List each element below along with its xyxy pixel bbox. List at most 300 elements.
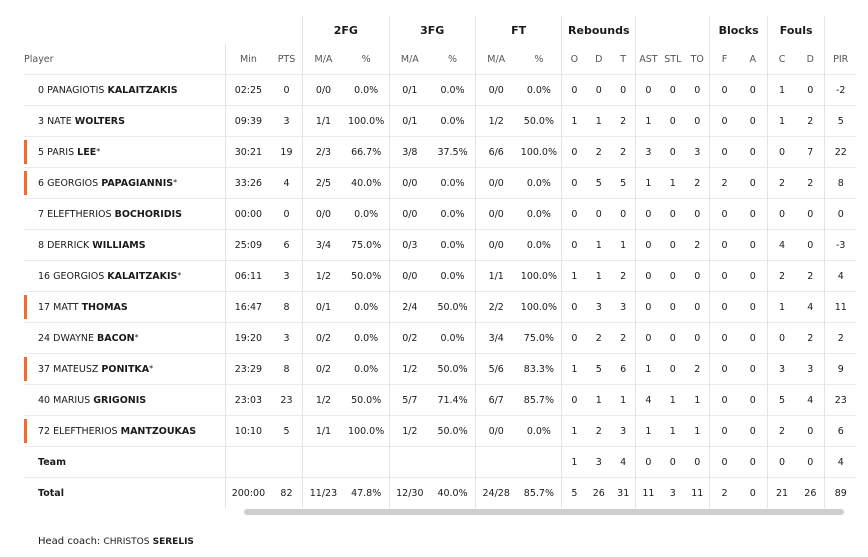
player-row: [24, 261, 856, 292]
col-foul-c[interactable]: C: [778, 53, 786, 65]
player-row: [24, 168, 856, 199]
player-last-name: BOCHORIDIS: [114, 208, 183, 220]
cell-ft-ma: 1/2: [475, 106, 516, 137]
cell-2fg-pct: 0.0%: [344, 75, 389, 106]
player-first-name: PANAGIOTIS: [47, 84, 105, 96]
cell-foul-c: 1: [767, 292, 796, 323]
cell-foul-d: 4: [796, 385, 825, 416]
player-number: 0: [38, 84, 45, 96]
cell-min: 09:39: [226, 106, 271, 137]
cell-ft-pct: [517, 447, 562, 478]
cell-to: 0: [685, 447, 710, 478]
cell-stl: 0: [660, 447, 685, 478]
group-2fg: 2FG: [303, 16, 389, 44]
cell-foul-c: 3: [767, 354, 796, 385]
player-number: 5: [38, 146, 45, 158]
col-foul-d[interactable]: D: [796, 44, 825, 75]
cell-pir: 9: [825, 354, 856, 385]
player-number: 8: [38, 239, 45, 251]
col-blk-a[interactable]: A: [739, 44, 768, 75]
cell-3fg-pct: 0.0%: [430, 75, 475, 106]
col-min[interactable]: Min: [239, 53, 257, 65]
cell-3fg-ma: 3/8: [389, 137, 430, 168]
player-link[interactable]: [47, 209, 182, 220]
player-name-cell: [24, 75, 226, 106]
cell-to: 0: [685, 261, 710, 292]
cell-ft-pct: 50.0%: [517, 106, 562, 137]
player-name-cell: [24, 323, 226, 354]
cell-blk-a: 0: [739, 416, 768, 447]
player-link[interactable]: [47, 240, 146, 251]
cell-reb-d: 5: [586, 168, 611, 199]
cell-reb-d: 3: [586, 447, 611, 478]
cell-2fg-pct: 0.0%: [344, 323, 389, 354]
cell-ast: 1: [636, 354, 661, 385]
cell-stl: 0: [660, 292, 685, 323]
cell-2fg-ma: 2/5: [303, 168, 344, 199]
col-3fg-pct[interactable]: %: [430, 44, 475, 75]
player-number: 24: [38, 332, 51, 344]
cell-blk-f: 2: [710, 168, 739, 199]
cell-2fg-ma: 1/1: [303, 106, 344, 137]
cell-foul-d: 2: [796, 106, 825, 137]
boxscore-table: [24, 16, 856, 508]
cell-to: 1: [685, 416, 710, 447]
col-ft-ma[interactable]: M/A: [487, 53, 506, 65]
cell-blk-f: 2: [710, 478, 739, 509]
cell-ft-pct: 85.7%: [517, 478, 562, 509]
cell-3fg-ma: 1/2: [389, 354, 430, 385]
cell-pir: 2: [825, 323, 856, 354]
cell-3fg-pct: 0.0%: [430, 168, 475, 199]
cell-pts: [271, 447, 303, 478]
cell-stl: 0: [660, 230, 685, 261]
cell-ast: 0: [636, 75, 661, 106]
cell-2fg-ma: 1/2: [303, 261, 344, 292]
player-link[interactable]: [53, 302, 128, 313]
col-player[interactable]: Player: [24, 44, 226, 75]
player-last-name: THOMAS: [81, 301, 128, 313]
col-pts[interactable]: PTS: [271, 44, 303, 75]
cell-reb-t: 2: [611, 106, 636, 137]
cell-ft-pct: 0.0%: [517, 75, 562, 106]
cell-to: 3: [685, 137, 710, 168]
cell-pir: 0: [825, 199, 856, 230]
cell-reb-d: 5: [586, 354, 611, 385]
cell-reb-t: 2: [611, 261, 636, 292]
cell-reb-d: 1: [586, 385, 611, 416]
cell-blk-f: 0: [710, 292, 739, 323]
cell-foul-c: 5: [767, 385, 796, 416]
col-2fg-ma[interactable]: M/A: [314, 53, 333, 65]
cell-2fg-pct: 0.0%: [344, 354, 389, 385]
cell-stl: 3: [660, 478, 685, 509]
cell-to: 0: [685, 75, 710, 106]
group-header-row: [24, 16, 856, 44]
player-link[interactable]: [53, 426, 196, 437]
cell-3fg-pct: 0.0%: [430, 323, 475, 354]
cell-stl: 0: [660, 199, 685, 230]
cell-foul-c: 21: [767, 478, 796, 509]
cell-pts: 23: [271, 385, 303, 416]
cell-reb-o: 0: [562, 323, 587, 354]
player-name-cell: [24, 261, 226, 292]
cell-reb-t: 1: [611, 385, 636, 416]
cell-min: [226, 447, 271, 478]
player-name-cell: [24, 106, 226, 137]
cell-3fg-ma: 0/0: [389, 168, 430, 199]
player-link[interactable]: [47, 116, 125, 127]
cell-2fg-ma: 1/1: [303, 416, 344, 447]
col-ast[interactable]: AST: [639, 53, 658, 65]
cell-2fg-pct: 100.0%: [344, 106, 389, 137]
cell-pts: 3: [271, 323, 303, 354]
cell-foul-d: 2: [796, 261, 825, 292]
col-reb-t[interactable]: T: [611, 44, 636, 75]
cell-to: 2: [685, 354, 710, 385]
cell-pts: 0: [271, 75, 303, 106]
cell-foul-c: 0: [767, 447, 796, 478]
cell-ast: 0: [636, 261, 661, 292]
cell-ft-pct: 0.0%: [517, 168, 562, 199]
player-number: 37: [38, 363, 51, 375]
cell-stl: 1: [660, 416, 685, 447]
player-link[interactable]: [53, 395, 146, 406]
cell-to: 0: [685, 106, 710, 137]
player-last-name: MANTZOUKAS: [120, 425, 197, 437]
cell-ast: 0: [636, 447, 661, 478]
starter-indicator: [24, 140, 27, 164]
cell-pts: 6: [271, 230, 303, 261]
player-name-cell: [24, 354, 226, 385]
cell-foul-d: 26: [796, 478, 825, 509]
cell-reb-o: 0: [562, 230, 587, 261]
cell-ft-ma: 5/6: [475, 354, 516, 385]
cell-ast: 0: [636, 292, 661, 323]
cell-pts: 4: [271, 168, 303, 199]
player-row: [24, 199, 856, 230]
cell-blk-a: 0: [739, 292, 768, 323]
cell-to: 11: [685, 478, 710, 509]
player-row: [24, 323, 856, 354]
horizontal-scrollbar[interactable]: [244, 509, 844, 515]
cell-ft-pct: 85.7%: [517, 385, 562, 416]
cell-min: 16:47: [226, 292, 271, 323]
starter-star: *: [134, 332, 139, 342]
cell-ft-ma: 6/7: [475, 385, 516, 416]
col-reb-d[interactable]: D: [595, 53, 603, 65]
head-coach: [38, 536, 194, 547]
player-name-cell: [24, 168, 226, 199]
cell-min: 200:00: [226, 478, 271, 509]
cell-reb-o: 1: [562, 416, 587, 447]
col-blk-f[interactable]: F: [721, 53, 728, 65]
cell-2fg-pct: 100.0%: [344, 416, 389, 447]
cell-pir: 8: [825, 168, 856, 199]
column-header-row: [24, 44, 856, 75]
cell-foul-d: 2: [796, 323, 825, 354]
player-last-name: WOLTERS: [74, 115, 125, 127]
player-link[interactable]: [47, 178, 177, 189]
cell-foul-c: 2: [767, 261, 796, 292]
cell-blk-f: 0: [710, 323, 739, 354]
player-name-cell: [24, 230, 226, 261]
cell-foul-c: 0: [767, 137, 796, 168]
cell-reb-t: 1: [611, 230, 636, 261]
cell-to: 0: [685, 199, 710, 230]
player-number: 16: [38, 270, 51, 282]
cell-3fg-pct: 0.0%: [430, 199, 475, 230]
group-blocks: Blocks: [710, 16, 768, 44]
cell-ft-pct: 0.0%: [517, 199, 562, 230]
cell-reb-o: 1: [562, 447, 587, 478]
player-link[interactable]: [53, 364, 153, 375]
cell-3fg-pct: 40.0%: [430, 478, 475, 509]
starter-indicator: [24, 357, 27, 381]
cell-pir: 11: [825, 292, 856, 323]
player-name-cell: [24, 292, 226, 323]
cell-foul-c: 1: [767, 75, 796, 106]
cell-pir: -3: [825, 230, 856, 261]
cell-ast: 0: [636, 323, 661, 354]
cell-reb-d: 2: [586, 416, 611, 447]
head-coach-label: Head coach:: [38, 536, 101, 547]
cell-blk-a: 0: [739, 323, 768, 354]
cell-3fg-pct: 50.0%: [430, 292, 475, 323]
cell-2fg-ma: 0/1: [303, 292, 344, 323]
player-row: [24, 292, 856, 323]
cell-reb-d: 0: [586, 75, 611, 106]
player-number: 17: [38, 301, 51, 313]
cell-2fg-pct: 50.0%: [344, 385, 389, 416]
col-stl[interactable]: STL: [664, 53, 682, 65]
cell-ft-ma: 0/0: [475, 168, 516, 199]
cell-stl: 0: [660, 137, 685, 168]
player-last-name: BACON: [97, 332, 135, 344]
cell-ft-ma: [475, 447, 516, 478]
cell-to: 1: [685, 385, 710, 416]
col-3fg-ma[interactable]: M/A: [400, 53, 419, 65]
cell-3fg-ma: [389, 447, 430, 478]
cell-min: 06:11: [226, 261, 271, 292]
cell-min: 33:26: [226, 168, 271, 199]
cell-3fg-pct: 0.0%: [430, 106, 475, 137]
cell-min: 30:21: [226, 137, 271, 168]
cell-ft-pct: 0.0%: [517, 230, 562, 261]
cell-ft-pct: 0.0%: [517, 416, 562, 447]
cell-blk-a: 0: [739, 137, 768, 168]
cell-2fg-pct: 50.0%: [344, 261, 389, 292]
player-first-name: DWAYNE: [53, 332, 94, 344]
cell-pir: 89: [825, 478, 856, 509]
cell-reb-t: 6: [611, 354, 636, 385]
cell-min: 23:29: [226, 354, 271, 385]
cell-blk-a: 0: [739, 230, 768, 261]
cell-ft-ma: 0/0: [475, 199, 516, 230]
group-ft: FT: [475, 16, 561, 44]
cell-3fg-ma: 0/2: [389, 323, 430, 354]
cell-pts: 19: [271, 137, 303, 168]
cell-reb-t: 31: [611, 478, 636, 509]
player-last-name: KALAITZAKIS: [107, 84, 178, 96]
cell-min: 10:10: [226, 416, 271, 447]
cell-reb-o: 1: [562, 354, 587, 385]
cell-2fg-pct: 40.0%: [344, 168, 389, 199]
cell-reb-d: 26: [586, 478, 611, 509]
cell-ft-pct: 100.0%: [517, 137, 562, 168]
cell-stl: 0: [660, 75, 685, 106]
player-number: 6: [38, 177, 45, 189]
col-pir[interactable]: PIR: [833, 53, 849, 65]
cell-reb-o: 0: [562, 168, 587, 199]
cell-3fg-ma: 0/0: [389, 199, 430, 230]
cell-reb-o: 5: [562, 478, 587, 509]
cell-3fg-pct: 0.0%: [430, 230, 475, 261]
cell-to: 0: [685, 323, 710, 354]
cell-3fg-ma: 0/0: [389, 261, 430, 292]
cell-blk-a: 0: [739, 199, 768, 230]
cell-to: 0: [685, 292, 710, 323]
player-last-name: PAPAGIANNIS: [101, 177, 174, 189]
cell-reb-o: 1: [562, 106, 587, 137]
cell-to: 2: [685, 230, 710, 261]
player-link[interactable]: [47, 85, 178, 96]
cell-pir: -2: [825, 75, 856, 106]
cell-2fg-ma: 0/2: [303, 323, 344, 354]
cell-foul-d: 0: [796, 199, 825, 230]
cell-blk-f: 0: [710, 199, 739, 230]
cell-2fg-ma: 3/4: [303, 230, 344, 261]
cell-stl: 0: [660, 106, 685, 137]
player-first-name: PARIS: [47, 146, 75, 158]
cell-3fg-ma: 0/1: [389, 75, 430, 106]
total-row: [24, 478, 856, 509]
cell-3fg-pct: 71.4%: [430, 385, 475, 416]
cell-ast: 1: [636, 168, 661, 199]
cell-reb-t: 2: [611, 323, 636, 354]
player-name-cell: [24, 416, 226, 447]
player-first-name: MARIUS: [53, 394, 91, 406]
player-link[interactable]: [47, 147, 100, 158]
cell-ft-pct: 100.0%: [517, 292, 562, 323]
cell-ast: 11: [636, 478, 661, 509]
player-row: [24, 75, 856, 106]
cell-blk-f: 0: [710, 354, 739, 385]
player-row: [24, 106, 856, 137]
col-ft-pct[interactable]: %: [517, 44, 562, 75]
cell-3fg-ma: 12/30: [389, 478, 430, 509]
head-coach-last: SERELIS: [152, 537, 194, 547]
cell-foul-c: 1: [767, 106, 796, 137]
cell-min: 23:03: [226, 385, 271, 416]
player-first-name: ELEFTHERIOS: [53, 425, 118, 437]
cell-ast: 1: [636, 416, 661, 447]
cell-reb-d: 1: [586, 106, 611, 137]
total-label: Total: [24, 478, 226, 509]
cell-3fg-ma: 2/4: [389, 292, 430, 323]
player-link[interactable]: [53, 271, 181, 282]
cell-foul-c: 2: [767, 168, 796, 199]
cell-3fg-pct: [430, 447, 475, 478]
cell-reb-o: 1: [562, 261, 587, 292]
cell-stl: 0: [660, 354, 685, 385]
head-coach-first: CHRISTOS: [103, 537, 150, 547]
cell-reb-d: 1: [586, 230, 611, 261]
player-row: [24, 416, 856, 447]
cell-foul-c: 0: [767, 199, 796, 230]
player-first-name: MATEUSZ: [53, 363, 99, 375]
player-number: 72: [38, 425, 51, 437]
cell-pts: 3: [271, 106, 303, 137]
cell-3fg-ma: 0/3: [389, 230, 430, 261]
player-first-name: GEORGIOS: [53, 270, 105, 282]
starter-star: *: [149, 363, 154, 373]
player-name-cell: [24, 199, 226, 230]
cell-2fg-ma: 0/2: [303, 354, 344, 385]
player-name-cell: [24, 385, 226, 416]
cell-ft-ma: 6/6: [475, 137, 516, 168]
cell-blk-f: 0: [710, 261, 739, 292]
player-first-name: MATT: [53, 301, 79, 313]
cell-reb-t: 0: [611, 75, 636, 106]
player-row: [24, 385, 856, 416]
cell-ft-ma: 1/1: [475, 261, 516, 292]
cell-blk-a: 0: [739, 106, 768, 137]
cell-reb-o: 0: [562, 75, 587, 106]
cell-ast: 4: [636, 385, 661, 416]
cell-reb-o: 0: [562, 137, 587, 168]
cell-blk-a: 0: [739, 478, 768, 509]
player-first-name: NATE: [47, 115, 72, 127]
cell-min: 25:09: [226, 230, 271, 261]
cell-2fg-pct: 0.0%: [344, 199, 389, 230]
col-2fg-pct[interactable]: %: [344, 44, 389, 75]
cell-reb-d: 0: [586, 199, 611, 230]
cell-2fg-ma: [303, 447, 344, 478]
starter-indicator: [24, 171, 27, 195]
cell-3fg-pct: 37.5%: [430, 137, 475, 168]
cell-reb-t: 3: [611, 416, 636, 447]
starter-indicator: [24, 295, 27, 319]
cell-foul-d: 4: [796, 292, 825, 323]
player-last-name: KALAITZAKIS: [107, 270, 178, 282]
cell-pts: 0: [271, 199, 303, 230]
col-to[interactable]: TO: [685, 44, 710, 75]
cell-ast: 1: [636, 106, 661, 137]
player-last-name: WILLIAMS: [92, 239, 146, 251]
cell-ft-pct: 83.3%: [517, 354, 562, 385]
cell-min: 02:25: [226, 75, 271, 106]
cell-2fg-ma: 2/3: [303, 137, 344, 168]
group-fouls: Fouls: [767, 16, 825, 44]
cell-ft-ma: 0/0: [475, 416, 516, 447]
team-label: Team: [24, 447, 226, 478]
starter-star: *: [96, 146, 101, 156]
col-reb-o[interactable]: O: [570, 53, 579, 65]
cell-foul-d: 0: [796, 230, 825, 261]
cell-stl: 1: [660, 168, 685, 199]
cell-blk-a: 0: [739, 447, 768, 478]
cell-foul-d: 2: [796, 168, 825, 199]
player-first-name: GEORGIOS: [47, 177, 99, 189]
cell-2fg-pct: 66.7%: [344, 137, 389, 168]
cell-pts: 5: [271, 416, 303, 447]
player-link[interactable]: [53, 333, 139, 344]
cell-blk-f: 0: [710, 447, 739, 478]
cell-ft-pct: 100.0%: [517, 261, 562, 292]
cell-ft-ma: 0/0: [475, 230, 516, 261]
cell-reb-o: 0: [562, 385, 587, 416]
